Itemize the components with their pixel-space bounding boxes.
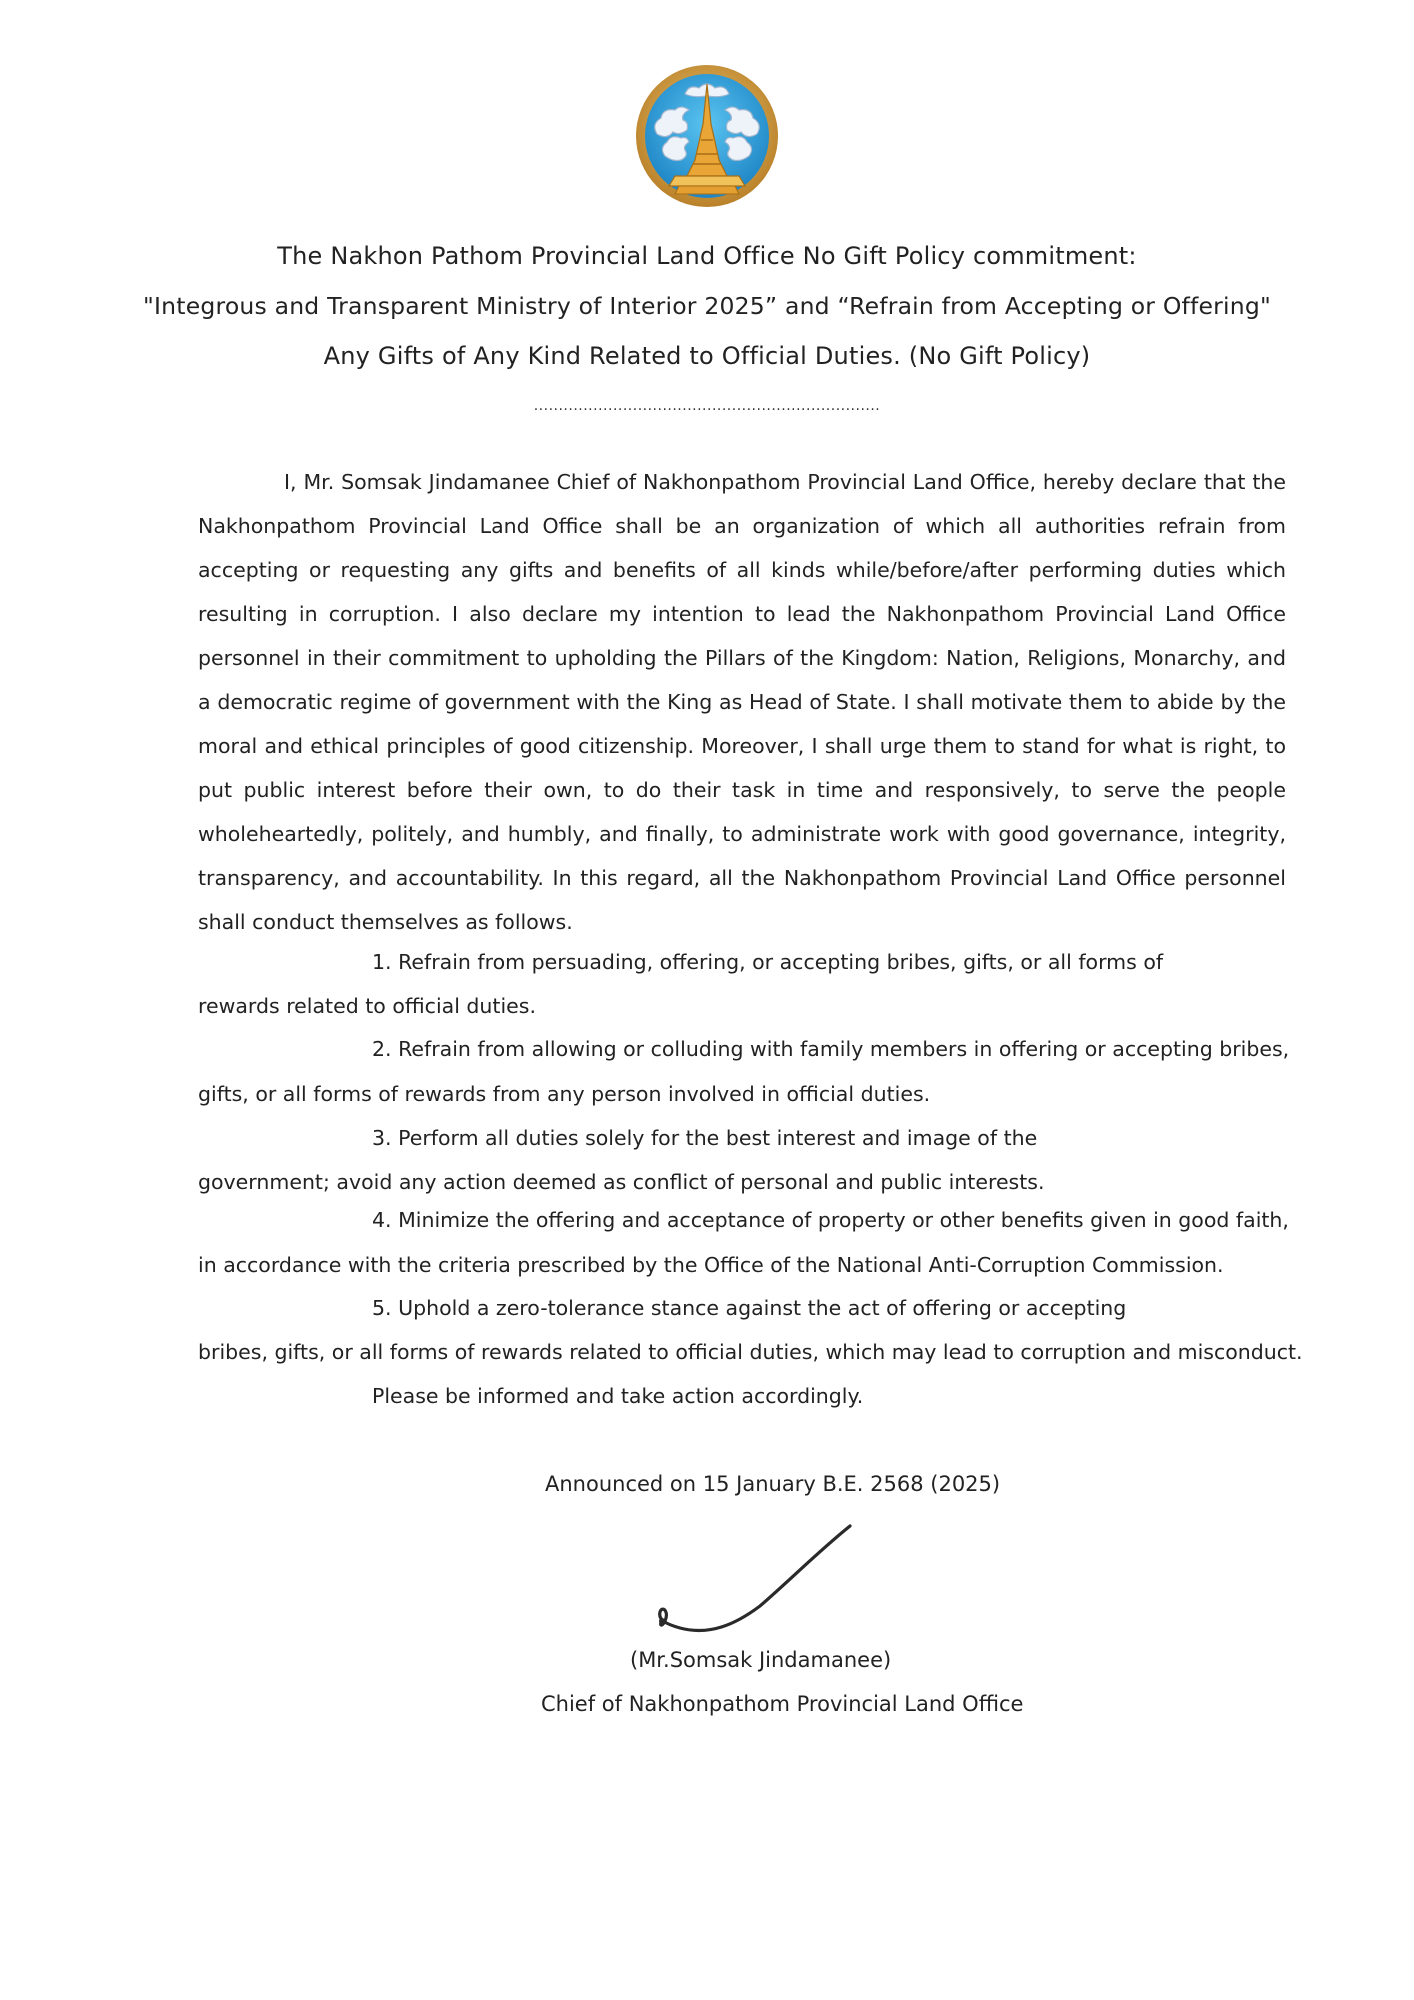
- closing-line: Please be informed and take action accordingly.: [372, 1384, 864, 1408]
- heading-line-2: "Integrous and Transparent Ministry of Interior 2025” and “Refrain from Accepting or Offering": [143, 292, 1271, 320]
- provincial-seal-icon: [635, 64, 779, 208]
- item-3-continuation: government; avoid any action deemed as conflict of personal and public interests.: [198, 1170, 1045, 1194]
- item-1-continuation: rewards related to official duties.: [198, 994, 536, 1018]
- item-4-continuation: in accordance with the criteria prescribed by the Office of the National Anti-Corruption Commission.: [198, 1253, 1224, 1277]
- heading-line-3: Any Gifts of Any Kind Related to Official Duties. (No Gift Policy): [323, 342, 1091, 370]
- handwritten-signature-icon: [640, 1520, 870, 1640]
- item-3-first-line: 3. Perform all duties solely for the best interest and image of the: [372, 1126, 1038, 1150]
- declaration-paragraph: I, Mr. Somsak Jindamanee Chief of Nakhonpathom Provincial Land Office, hereby declare that the Nakhonpathom Provincial Land Office shall be an organization of which all authorities refrain from accepting or requesting any gifts and benefits of all kinds while/before/after performing duties which resulting in corruption. I also declare my intention to lead the Nakhonpathom Provincial Land Office personnel in their commitment to upholding the Pillars of the Kingdom: Nation, Religions, Monarchy, and a democratic regime of government with the King as Head of State. I shall motivate them to abide by the moral and ethical principles of good citizenship. Moreover, I shall urge them to stand for what is right, to put public interest before their own, to do their task in time and responsively, to serve the people wholeheartedly, politely, and humbly, and finally, to administrate work with good governance, integrity, transparency, and accountability. In this regard, all the Nakhonpathom Provincial Land Office personnel shall conduct themselves as follows.: [198, 470, 1286, 934]
- item-5-first-line: 5. Uphold a zero-tolerance stance against the act of offering or accepting: [372, 1296, 1127, 1320]
- item-4-first-line: 4. Minimize the offering and acceptance of property or other benefits given in good faith,: [372, 1208, 1289, 1232]
- separator-dots: ......................................................................: [533, 398, 881, 414]
- item-2-continuation: gifts, or all forms of rewards from any person involved in official duties.: [198, 1082, 931, 1106]
- item-1-first-line: 1. Refrain from persuading, offering, or accepting bribes, gifts, or all forms of: [372, 950, 1164, 974]
- item-5-continuation: bribes, gifts, or all forms of rewards related to official duties, which may lead to corruption and misconduct.: [198, 1340, 1303, 1364]
- heading-line-1: The Nakhon Pathom Provincial Land Office No Gift Policy commitment:: [277, 242, 1137, 270]
- signer-title: Chief of Nakhonpathom Provincial Land Office: [541, 1692, 1024, 1716]
- announcement-date: Announced on 15 January B.E. 2568 (2025): [545, 1472, 1001, 1496]
- item-2-first-line: 2. Refrain from allowing or colluding with family members in offering or accepting bribes,: [372, 1037, 1290, 1061]
- signer-name: (Mr.Somsak Jindamanee): [630, 1648, 892, 1672]
